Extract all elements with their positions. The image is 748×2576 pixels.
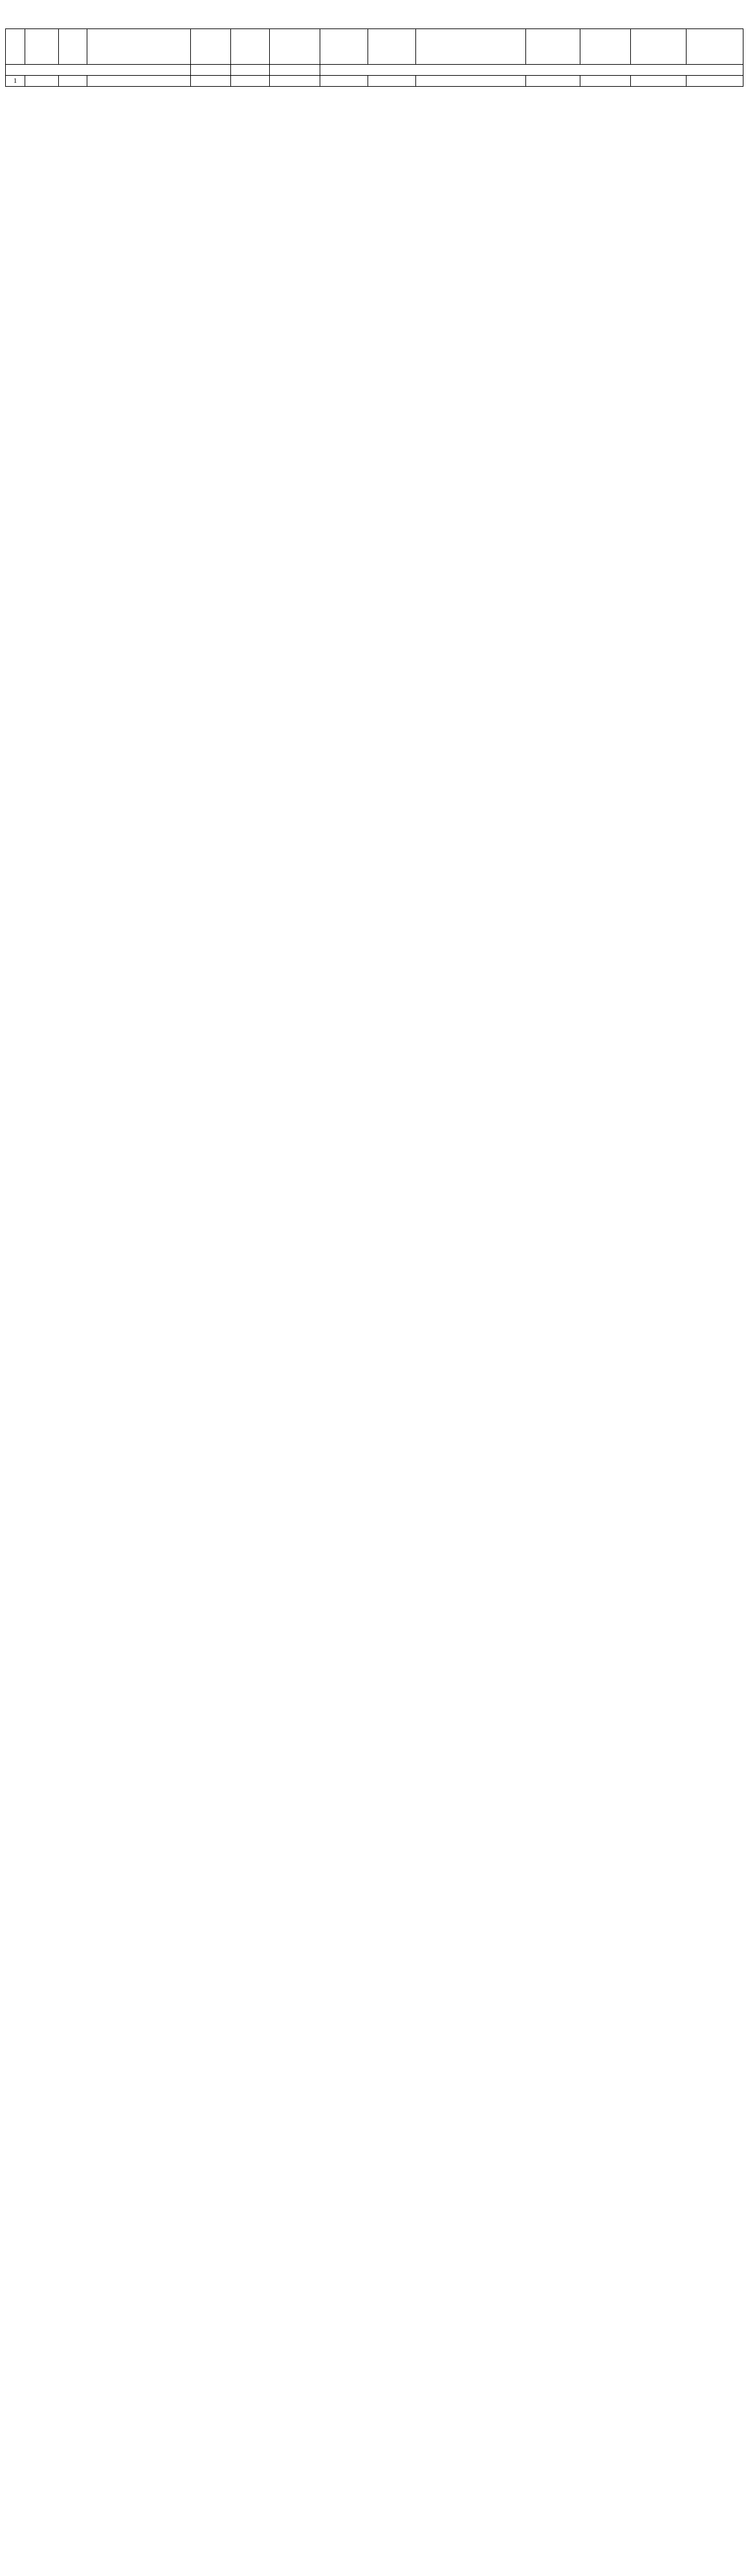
total-subsidy xyxy=(270,65,320,76)
cell-bank xyxy=(580,76,631,87)
cell-address xyxy=(59,76,87,87)
cell-subsidy xyxy=(270,76,320,87)
header-address xyxy=(59,29,87,65)
cell-name xyxy=(25,76,59,87)
header-rate xyxy=(231,29,270,65)
header-id-number xyxy=(87,29,191,65)
total-label xyxy=(6,65,191,76)
header-purpose xyxy=(526,29,580,65)
total-rate-cell xyxy=(231,65,270,76)
cell-loan xyxy=(191,76,231,87)
total-loan xyxy=(191,65,231,76)
cell-start xyxy=(320,76,368,87)
header-account xyxy=(416,29,526,65)
header-start-date xyxy=(320,29,368,65)
cell-id-number xyxy=(87,76,191,87)
total-blank xyxy=(320,65,743,76)
table-row xyxy=(6,76,743,87)
cell-rate xyxy=(231,76,270,87)
header-end-date xyxy=(368,29,416,65)
header-seq xyxy=(6,29,25,65)
header-bank xyxy=(580,29,631,65)
roster-table xyxy=(5,28,743,87)
header-subsidy-amount xyxy=(270,29,320,65)
cell-seq: 1 xyxy=(6,76,25,87)
cell-end xyxy=(368,76,416,87)
header-row xyxy=(6,29,743,65)
cell-note xyxy=(687,76,743,87)
cell-purpose xyxy=(526,76,580,87)
total-row xyxy=(6,65,743,76)
header-loan-amount xyxy=(191,29,231,65)
header-note xyxy=(687,29,743,65)
header-status xyxy=(631,29,687,65)
header-name xyxy=(25,29,59,65)
document-title xyxy=(0,0,748,28)
cell-account xyxy=(416,76,526,87)
cell-status xyxy=(631,76,687,87)
